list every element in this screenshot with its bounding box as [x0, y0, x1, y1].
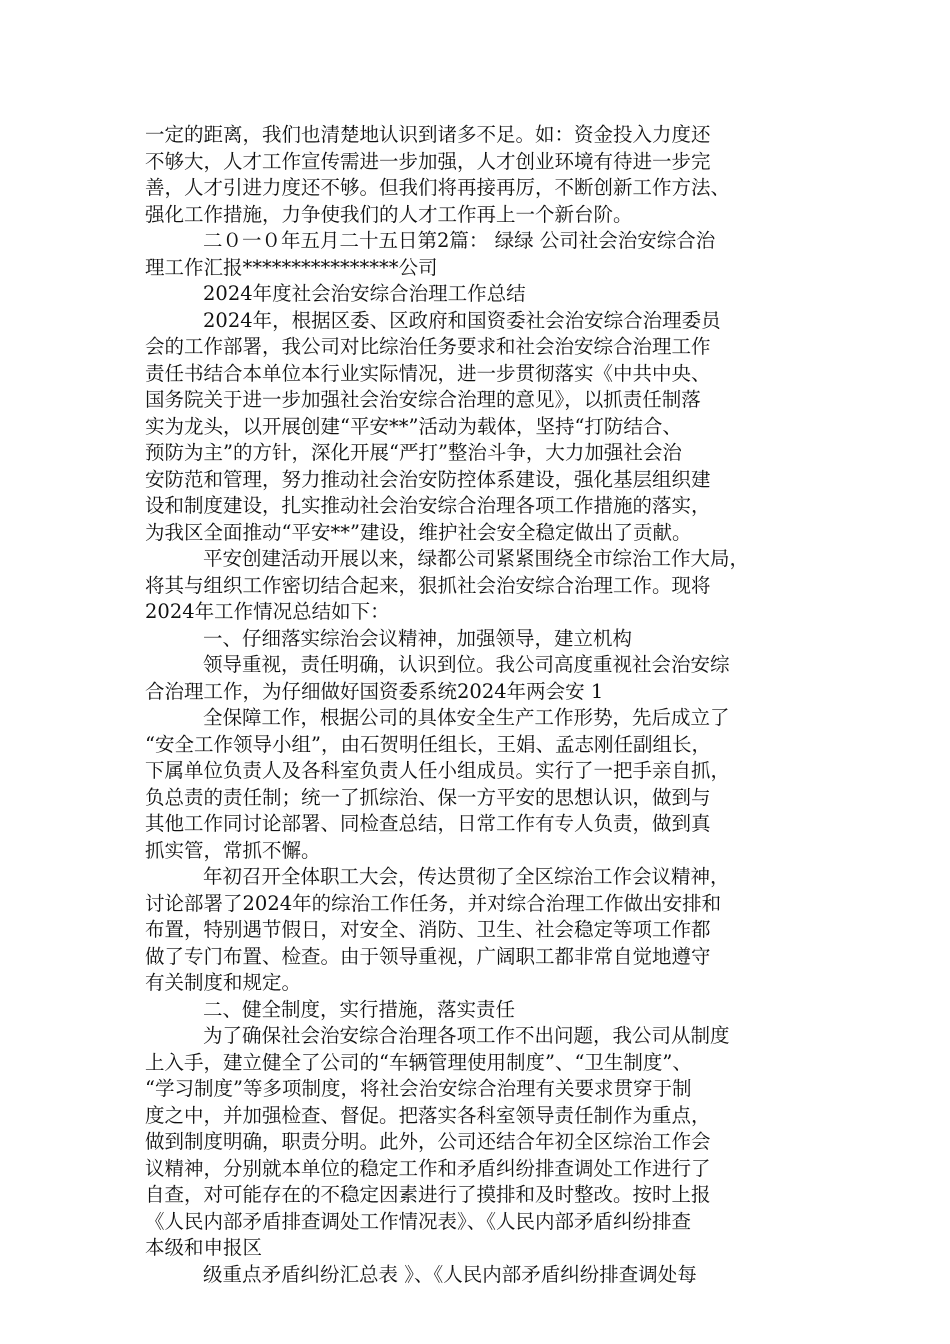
text-line: 下属单位负责人及各科室负责人任小组成员。实行了一把手亲自抓， — [145, 759, 731, 782]
text-line: 2024年，根据区委、区政府和国资委社会治安综合治理委员 — [203, 308, 721, 332]
text-line: 设和制度建设，扎实推动社会治安综合治理各项工作措施的落实， — [145, 494, 711, 517]
text-line: 讨论部署了2024年的综治工作任务，并对综合治理工作做出安排和 — [145, 891, 722, 915]
text-line: 议精神，分别就本单位的稳定工作和矛盾纠纷排查调处工作进行了 — [145, 1156, 711, 1180]
text-line: 自查，对可能存在的不稳定因素进行了摸排和及时整改。按时上报 — [145, 1183, 711, 1206]
text-line: 安防范和管理，努力推动社会治安防控体系建设，强化基层组织建 — [145, 467, 711, 491]
text-line: 强化工作措施，力争使我们的人才工作再上一个新台阶。 — [145, 202, 633, 226]
text-line: 国务院关于进一步加强社会治安综合治理的意见》，以抓责任制落 — [145, 388, 701, 411]
text-line: 领导重视，责任明确，认识到位。我公司高度重视社会治安综 — [203, 653, 730, 676]
text-line: 做到制度明确，职责分明。此外，公司还结合年初全区综治工作会 — [145, 1130, 711, 1153]
text-line: 年初召开全体职工大会，传达贯彻了全区综治工作会议精神， — [203, 865, 730, 888]
text-line: 会的工作部署，我公司对比综治任务要求和社会治安综合治理工作 — [145, 335, 711, 358]
text-line: 理工作汇报****************公司 — [145, 255, 438, 279]
text-line: 平安创建活动开展以来，绿都公司紧紧围绕全市综治工作大局， — [203, 547, 750, 570]
text-line: 负总责的责任制；统一了抓综治、保一方平安的思想认识，做到与 — [145, 785, 711, 809]
text-line: 一定的距离，我们也清楚地认识到诸多不足。如：资金投入力度还 — [145, 123, 711, 146]
text-line: “学习制度”等多项制度，将社会治安综合治理有关要求贯穿于制 — [145, 1077, 692, 1100]
text-line: 上入手，建立健全了公司的“车辆管理使用制度”、“卫生制度”、 — [145, 1050, 692, 1074]
text-line: 不够大，人才工作宣传需进一步加强，人才创业环境有待进一步完 — [145, 149, 711, 173]
text-line: 实为龙头，以开展创建“平安**”活动为载体，坚持“打防结合、 — [145, 414, 682, 438]
text-line: 全保障工作，根据公司的具体安全生产工作形势，先后成立了 — [203, 706, 730, 729]
text-line: 度之中，并加强检查、督促。把落实各科室领导责任制作为重点， — [145, 1103, 711, 1127]
text-line: 级重点矛盾纠纷汇总表 》、《人民内部矛盾纠纷排查调处每 — [203, 1262, 697, 1286]
text-line: 预防为主”的方针，深化开展“严打”整治斗争，大力加强社会治 — [145, 441, 682, 464]
text-line: 有关制度和规定。 — [145, 971, 302, 994]
text-line: 为我区全面推动“平安**”建设，维护社会安全稳定做出了贡献。 — [145, 520, 692, 544]
text-line: 布置，特别遇节假日，对安全、消防、卫生、社会稳定等项工作都 — [145, 918, 711, 941]
document-body-text — [145, 122, 815, 1288]
text-line: 将其与组织工作密切结合起来，狠抓社会治安综合治理工作。现将 — [145, 573, 711, 597]
text-line: 《人民内部矛盾排查调处工作情况表》、《人民内部矛盾纠纷排查 — [145, 1209, 692, 1233]
text-line: 善，人才引进力度还不够。但我们将再接再厉，不断创新工作方法、 — [145, 176, 731, 199]
text-line: 本级和申报区 — [145, 1236, 263, 1259]
text-line: 做了专门布置、检查。由于领导重视，广阔职工都非常自觉地遵守 — [145, 944, 711, 968]
text-line: 二、健全制度，实行措施，落实责任 — [203, 997, 516, 1021]
text-line: 其他工作同讨论部署、同检查总结，日常工作有专人负责，做到真 — [145, 812, 711, 835]
text-line: 为了确保社会治安综合治理各项工作不出问题，我公司从制度 — [203, 1024, 730, 1047]
text-line: 二０一０年五月二十五日第2篇： 绿绿 公司社会治安综合治 — [203, 229, 716, 252]
text-line: “安全工作领导小组”，由石贺明任组长，王娟、孟志刚任副组长， — [145, 732, 711, 756]
text-line: 责任书结合本单位本行业实际情况，进一步贯彻落实《中共中央、 — [145, 361, 711, 385]
text-line: 一、仔细落实综治会议精神，加强领导，建立机构 — [203, 626, 633, 650]
text-line: 2024年工作情况总结如下： — [145, 600, 390, 623]
text-line: 2024年度社会治安综合治理工作总结 — [203, 282, 526, 305]
text-line: 合治理工作，为仔细做好国资委系统2024年两会安 1 — [145, 679, 604, 703]
text-line: 抓实管，常抓不懈。 — [145, 838, 321, 862]
